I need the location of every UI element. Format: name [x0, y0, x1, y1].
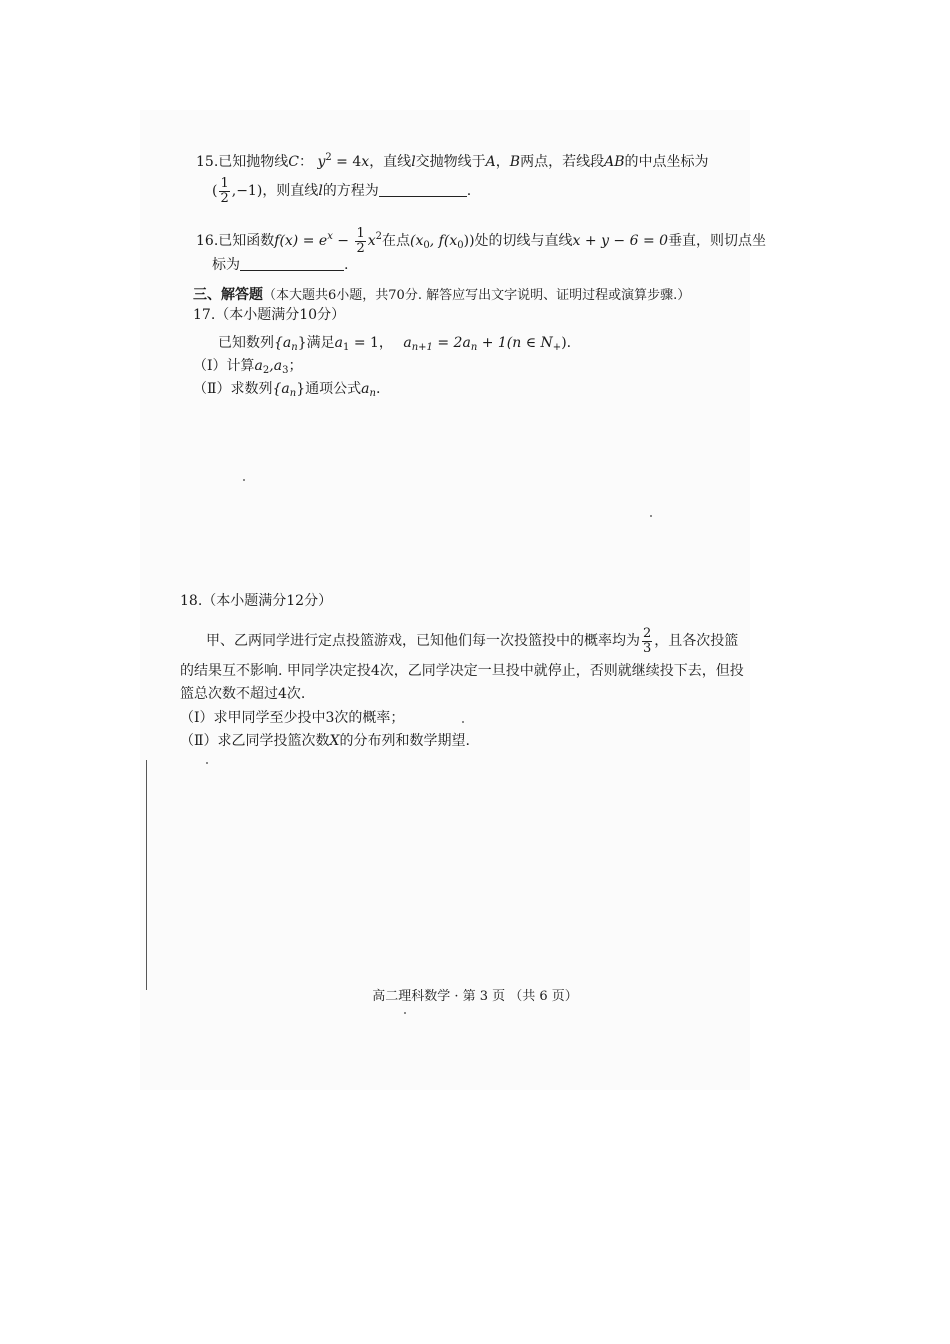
point-part: ,−1): [231, 183, 263, 199]
frac-den: 3: [643, 640, 652, 656]
q15-line-2: [212, 176, 471, 206]
period: .: [375, 381, 381, 397]
line-equation: x + y − 6 = 0: [572, 233, 669, 249]
q15-text: 的方程为: [322, 183, 379, 199]
section-note: （本大题共6小题，共70分. 解答应写出文字说明、证明过程或演算步骤.）: [263, 288, 691, 303]
q18-line-3: 篮总次数不超过4次.: [180, 686, 306, 702]
scan-speck: [243, 479, 245, 481]
frac-den: 2: [356, 240, 365, 256]
q16-text: 标为: [212, 257, 240, 273]
q15-number: 15.: [196, 154, 219, 170]
subscript-n: n: [369, 388, 376, 399]
q18-line-2: 的结果互不影响. 甲同学决定投4次，乙同学决定一旦投中就停止，否则就继续投下去，但投: [180, 663, 744, 679]
q16-text: 垂直，则切点坐: [668, 233, 767, 249]
seq: {a: [272, 381, 290, 397]
scan-speck: [462, 721, 464, 723]
var-X: X: [329, 733, 340, 749]
q18-text: 的分布列和数学期望.: [339, 733, 470, 749]
superscript-2: 2: [375, 231, 383, 242]
var-y: y: [317, 154, 326, 170]
q15-text: 已知抛物线: [218, 154, 289, 170]
subscript-n1: n+1: [411, 342, 433, 353]
colon: ：: [298, 154, 313, 170]
brace: }: [297, 335, 307, 351]
q18-line-1: [206, 626, 738, 656]
q15-line-1: [196, 147, 709, 173]
frac-num: 2: [643, 625, 652, 641]
subscript-3: 3: [282, 365, 289, 376]
var-a: a: [334, 335, 343, 351]
brace: }: [296, 381, 306, 397]
subscript-2: 2: [262, 365, 270, 376]
frac-num: 1: [356, 225, 365, 241]
var-x: x: [367, 233, 376, 249]
var-f: f: [274, 233, 280, 249]
var-a: a: [254, 358, 263, 374]
q18-text: 甲、乙两同学进行定点投篮游戏，已知他们每一次投篮投中的概率均为: [206, 633, 640, 649]
q15-text: 的中点坐标为: [624, 154, 709, 170]
comma: ，: [495, 154, 510, 170]
q18-part-1: （Ⅰ）求甲同学至少投中3次的概率；: [180, 710, 405, 726]
recurrence: + 1(n ∈ N: [477, 335, 553, 351]
period: .: [466, 183, 472, 199]
var-A: A: [485, 154, 496, 170]
point-part: )): [463, 233, 475, 249]
fraction-two-thirds: [642, 627, 652, 656]
subscript-plus: +: [552, 342, 562, 353]
q17-text: 通项公式: [305, 381, 362, 397]
period: .: [344, 257, 349, 273]
fraction-one-half: [355, 227, 365, 256]
section-title: 三、解答题: [193, 287, 263, 303]
func-part: (x) = e: [279, 233, 328, 249]
var-AB: AB: [604, 154, 625, 170]
q17-text: （Ⅱ）求数列: [193, 381, 273, 397]
q17-text: 已知数列: [218, 335, 274, 351]
subscript-1: 1: [343, 342, 350, 353]
subscript-0: 0: [423, 240, 430, 251]
page-edge-shadow: [146, 760, 147, 990]
eq-part: = 1，: [349, 335, 393, 351]
recurrence: ).: [561, 335, 572, 351]
q17-text: 满足: [306, 335, 335, 351]
eq-part: = 4: [331, 154, 362, 170]
scan-speck: [404, 1012, 406, 1014]
fraction-one-half: [219, 177, 229, 206]
var-a: ,a: [269, 358, 283, 374]
scan-speck: [206, 762, 208, 764]
q15-text: 交抛物线于: [415, 154, 486, 170]
q15-text: 两点，若线段: [520, 154, 605, 170]
recurrence: = 2a: [432, 335, 471, 351]
subscript-n: n: [470, 342, 478, 353]
q17-part-2: [193, 378, 380, 405]
paren: (: [212, 183, 218, 199]
q16-text: 处的切线与直线: [474, 233, 573, 249]
q18-text: （Ⅱ）求乙同学投篮次数: [180, 733, 330, 749]
q18-header: 18.（本小题满分12分）: [180, 593, 333, 609]
semicolon: ；: [288, 358, 303, 374]
var-a: a: [403, 335, 412, 351]
q15-text: ，直线: [369, 154, 412, 170]
seq: {a: [274, 335, 292, 351]
point-part: (x: [410, 233, 424, 249]
scan-speck: [650, 515, 652, 517]
var-l: l: [318, 183, 323, 199]
q18-text: ，且各次投篮: [654, 633, 739, 649]
answer-blank: [240, 256, 344, 271]
answer-blank: [379, 182, 467, 197]
q16-number: 16.: [196, 233, 219, 249]
q17-text: （Ⅰ）计算: [193, 358, 255, 374]
frac-den: 2: [220, 190, 229, 206]
point-part: , f(x: [429, 233, 458, 249]
q15-text: ，则直线: [262, 183, 319, 199]
q16-text: 在点: [382, 233, 411, 249]
q18-part-2: [180, 730, 470, 752]
q16-text: 已知函数: [218, 233, 275, 249]
var-C: C: [288, 154, 299, 170]
subscript-n: n: [289, 388, 297, 399]
q17-header: 17.（本小题满分10分）: [193, 307, 346, 323]
var-l: l: [411, 154, 416, 170]
q16-line-2: [212, 254, 348, 276]
superscript-x: x: [327, 231, 333, 242]
frac-num: 1: [220, 175, 229, 191]
minus: −: [332, 233, 354, 249]
page-footer: 高二理科数学 · 第 3 页 （共 6 页）: [372, 989, 578, 1004]
var-x: x: [361, 154, 370, 170]
var-a: a: [361, 381, 370, 397]
subscript-n: n: [291, 342, 298, 353]
superscript-2: 2: [325, 152, 332, 163]
var-B: B: [509, 154, 521, 170]
subscript-0: 0: [457, 240, 464, 251]
